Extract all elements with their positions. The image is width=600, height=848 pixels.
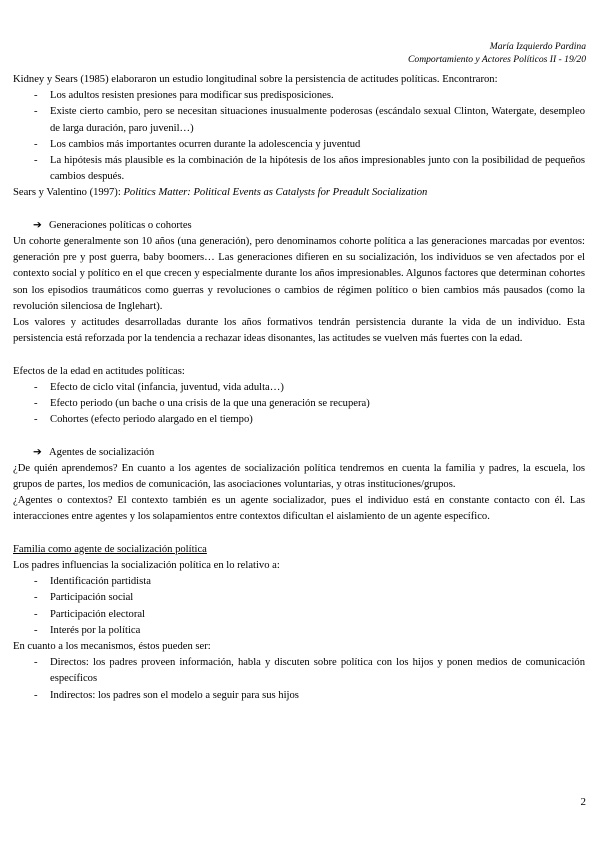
reference-title: Politics Matter: Political Events as Catalysts for Preadult Socialization: [123, 187, 428, 199]
dash-bullet: -: [34, 624, 38, 636]
list-item: - Los adultos resisten presiones para modificar sus predisposiciones.: [13, 88, 585, 104]
edad-intro: Efectos de la edad en actitudes políticas:: [13, 365, 185, 377]
dash-bullet: -: [34, 381, 38, 393]
dash-bullet: -: [34, 608, 38, 620]
cohortes-paragraph-1: Un cohorte generalmente son 10 años (una generación), pero denominamos cohorte política a las generaciones marcadas por eventos: generación pre y post guerra, baby boomers… Las generaciones difieren en su socialización, los individuos se ven afectados por el contexto social y político en el que crecen y especialmente durante los años impresionables. Algunos factores que determinan cohortes son los episodios traumáticos como guerras y revoluciones o cambios de régimen político o bien cambios más pausados (como la revolución silenciosa de Inglehart).: [13, 236, 585, 312]
agentes-paragraph-1: ¿De quién aprendemos? En cuanto a los agentes de socialización política tendremos en cuenta la familia y padres, la escuela, los grupos de partes, los medios de comunicación, las asociaciones voluntarias, y otras instituciones/grupos.: [13, 462, 585, 491]
dash-bullet: -: [34, 106, 38, 118]
list-item: - Indirectos: los padres son el modelo a seguir para sus hijos: [13, 688, 585, 704]
agentes-paragraph-2: ¿Agentes o contextos? El contexto también es un agente socializador, pues el individuo está en constante contacto con él. Las interacciones entre agentes y los solapamientos entre contextos dificultan el aislamiento de un agente específico.: [13, 495, 585, 523]
dash-bullet: -: [34, 90, 38, 102]
header-subject: Comportamiento y Actores Políticos II - 19/20: [408, 54, 586, 65]
dash-bullet: -: [34, 592, 38, 604]
cohortes-paragraph-2: Los valores y actitudes desarrolladas durante los años formativos tendrán persistencia durante la vida de un individuo. Esta persistencia está reforzada por la tendencia a rechazar ideas disonantes, las actitudes se vuelven más fuertes con la edad.: [13, 317, 585, 345]
page-header: [408, 40, 586, 66]
sears-valentino-reference: Sears y Valentino (1997): Politics Matter: Political Events as Catalysts for Preadult Socialization: [13, 187, 428, 199]
familia-mechanisms-list: [13, 655, 585, 704]
list-item: - Existe cierto cambio, pero se necesitan situaciones inusualmente poderosas (escándalo sexual Clinton, Watergate, desempleo de larga duración, paro juvenil…): [34, 106, 585, 134]
dash-bullet: -: [34, 689, 38, 701]
edad-effects-list: [13, 380, 585, 429]
familia-influences-list: [13, 574, 585, 639]
dash-bullet: -: [34, 138, 38, 150]
list-item: - Identificación partidista: [13, 574, 585, 590]
section-heading-agentes: ➔ Agentes de socialización: [13, 445, 585, 461]
kidney-sears-findings: [13, 88, 585, 185]
list-item: - Interés por la política: [13, 623, 585, 639]
list-item: - Participación electoral: [13, 607, 585, 623]
arrow-right-icon: ➔: [33, 219, 42, 231]
list-item: - La hipótesis más plausible es la combinación de la hipótesis de los años impresionables junto con la posibilidad de pequeños cambios después.: [34, 155, 585, 183]
page-number: 2: [580, 796, 586, 808]
arrow-right-icon: ➔: [33, 446, 42, 458]
dash-bullet: -: [34, 398, 38, 410]
document-body: [13, 72, 585, 704]
list-item: - Participación social: [13, 590, 585, 606]
section-heading-cohortes: ➔ Generaciones políticas o cohortes: [13, 218, 585, 234]
dash-bullet: -: [34, 576, 38, 588]
dash-bullet: -: [34, 414, 38, 426]
list-item: - Efecto de ciclo vital (infancia, juventud, vida adulta…): [13, 380, 585, 396]
familia-subheading: Familia como agente de socialización política: [13, 543, 207, 555]
familia-intro-2: En cuanto a los mecanismos, éstos pueden ser:: [13, 641, 211, 653]
dash-bullet: -: [34, 155, 38, 167]
header-author: María Izquierdo Pardina: [489, 41, 586, 52]
list-item: - Efecto periodo (un bache o una crisis de la que una generación se recupera): [13, 396, 585, 412]
list-item: - Cohortes (efecto periodo alargado en el tiempo): [13, 412, 585, 428]
kidney-sears-intro: Kidney y Sears (1985) elaboraron un estudio longitudinal sobre la persistencia de actitudes políticas. Encontraron:: [13, 74, 498, 85]
list-item: - Directos: los padres proveen información, habla y discuten sobre política con los hijos y ponen medios de comunicación específicos: [34, 657, 585, 685]
list-item: - Los cambios más importantes ocurren durante la adolescencia y juventud: [13, 137, 585, 153]
familia-intro-1: Los padres influencias la socialización política en lo relativo a:: [13, 560, 280, 572]
dash-bullet: -: [34, 657, 38, 669]
